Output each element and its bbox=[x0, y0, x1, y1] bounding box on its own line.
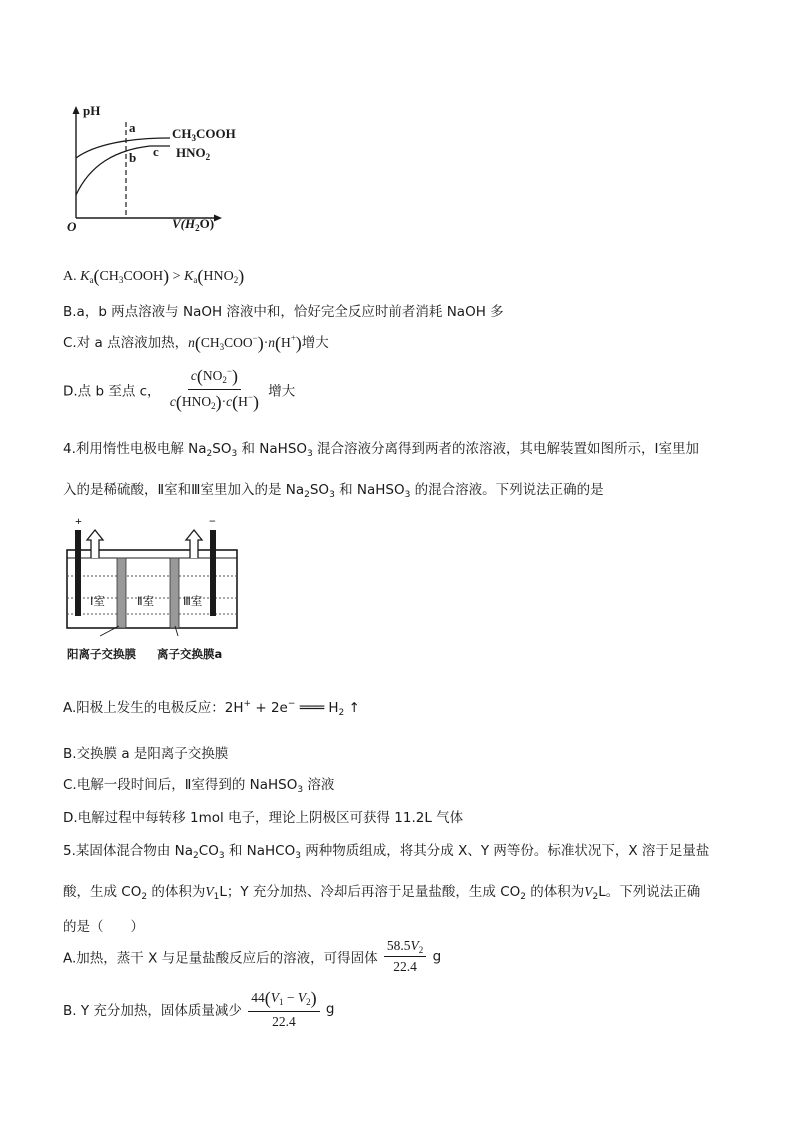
curve-label-ch3cooh: $CH_3COOH$ bbox=[172, 126, 236, 143]
q5-stem-line2: 酸，生成 $CO_2$ 的体积为$V_1L$；Y 充分加热、冷却后再溶于足量盐酸，生成 $CO_2$ 的体积为$V_2L$。下列说法正确 bbox=[63, 884, 701, 902]
electrolysis-figure bbox=[62, 518, 242, 643]
cathode-minus-sign: − bbox=[209, 514, 216, 528]
anode-plus-sign: + bbox=[75, 514, 82, 528]
q5-stem-line1: 5.某固体混合物由 $Na_2CO_3$ 和 NaHCO$_3$ 两种物质组成，将其分成 X、Y 两等份。标准状况下，X 溶于足量盐 bbox=[63, 843, 710, 861]
q3-option-d: D.点 b 至点 c， $\frac{c(NO_2^-)}{c(HNO_2)\cdot c(H^-)}$ 增大 bbox=[63, 366, 296, 412]
point-b-label: b bbox=[129, 150, 137, 165]
room-1-label: Ⅰ室 bbox=[90, 594, 105, 608]
point-c-label: c bbox=[153, 144, 159, 159]
fraction: $\frac{44(V_1 - V_2)}{22.4}$ bbox=[248, 988, 319, 1030]
membrane-1-label: 阳离子交换膜 bbox=[67, 647, 136, 661]
anode-electrode bbox=[75, 530, 81, 616]
cation-exchange-membrane bbox=[117, 558, 126, 628]
q4-stem-line2: 入的是稀硫酸，Ⅱ室和Ⅲ室里加入的是 $Na_2SO_3$ 和 NaHSO$_3$ 的混合溶液。下列说法正确的是 bbox=[63, 482, 604, 500]
origin-label: O bbox=[67, 219, 77, 234]
q4-stem-line1: 4.利用惰性电极电解 $Na_2SO_3$ 和 NaHSO$_3$ 混合溶液分离得到两者的浓溶液，其电解装置如图所示，Ⅰ室里加 bbox=[63, 441, 700, 459]
q3-option-b: B.a，b 两点溶液与 NaOH 溶液中和，恰好完全反应时前者消耗 NaOH 多 bbox=[63, 304, 504, 320]
q4-option-b: B.交换膜 a 是阳离子交换膜 bbox=[63, 746, 229, 762]
x-axis-arrow bbox=[214, 215, 222, 222]
q5-stem-line3: 的是（ ） bbox=[63, 919, 144, 935]
cathode-electrode bbox=[210, 530, 216, 616]
room-3-label: Ⅲ室 bbox=[183, 594, 203, 608]
q3-option-a: A. $K_a(CH_3COOH) > K_a(HNO_2)$ bbox=[63, 266, 245, 286]
room-2-label: Ⅱ室 bbox=[137, 594, 155, 608]
membrane-2-label: 离子交换膜a bbox=[157, 647, 223, 661]
axis-y-label: pH bbox=[83, 103, 101, 118]
q5-option-b: B. Y 充分加热，固体质量减少 $\frac{44(V_1 - V_2)}{22.4}$ g bbox=[63, 988, 335, 1029]
axis-x-label: $V(H_2O)$ bbox=[172, 216, 215, 233]
fraction: $\frac{58.5V_2}{22.4}$ bbox=[384, 938, 426, 975]
q3-option-c: C.对 a 点溶液加热，$n(CH_3COO^-)\cdot n(H^+)$增大 bbox=[63, 333, 329, 353]
point-a-label: a bbox=[129, 120, 136, 135]
q4-option-d: D.电解过程中每转移 1mol 电子，理论上阴极区可获得 11.2L 气体 bbox=[63, 810, 464, 826]
q5-option-a: A.加热，蒸干 X 与足量盐酸反应后的溶液，可得固体 $\frac{58.5V_2}{22.4}$ g bbox=[63, 938, 442, 974]
y-axis-arrow bbox=[73, 106, 80, 114]
ion-exchange-membrane-a bbox=[170, 558, 179, 628]
fraction: $\frac{c(NO_2^-)}{c(HNO_2)\cdot c(H^-)}$ bbox=[169, 366, 259, 412]
q4-option-c: C.电解一段时间后，Ⅱ室得到的 NaHSO$_3$ 溶液 bbox=[63, 777, 335, 795]
curve-label-hno2: $HNO_2$ bbox=[176, 145, 211, 162]
q4-option-a: A.阳极上发生的电极反应：2H+ + 2e− ═══ $H_2$ ↑ bbox=[63, 699, 360, 718]
